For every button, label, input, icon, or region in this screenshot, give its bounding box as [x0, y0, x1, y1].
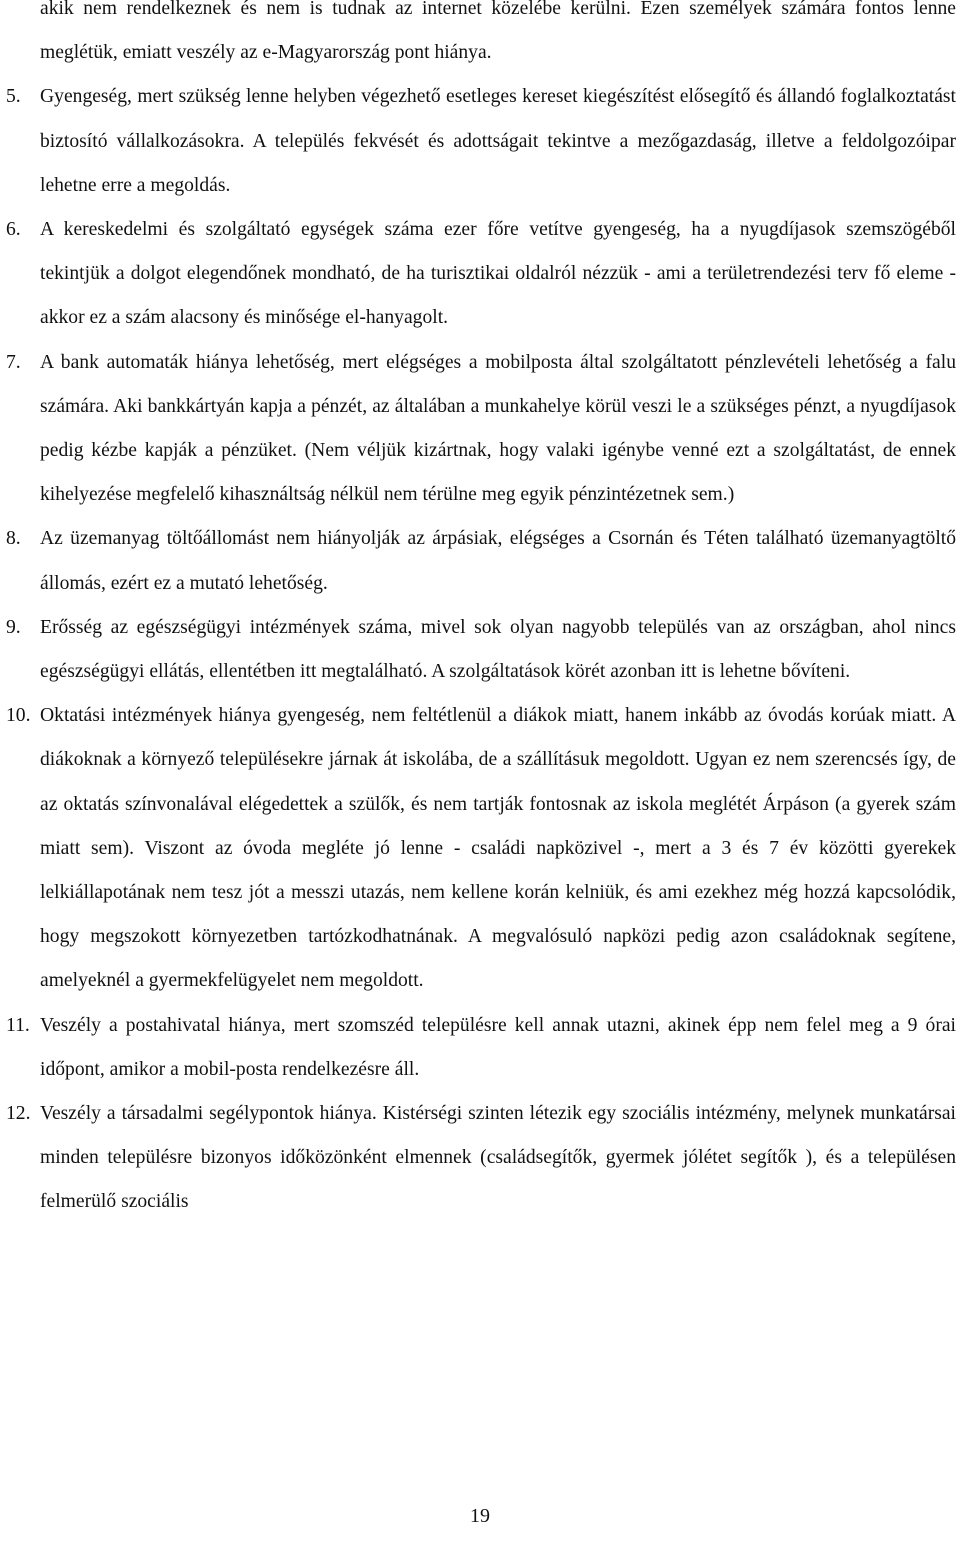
list-item-number: 5.	[6, 86, 21, 108]
list-item-number: 6.	[6, 219, 21, 241]
list-item-number: 10.	[6, 705, 31, 727]
document-body	[6, 0, 956, 1225]
list-item-text: Gyengeség, mert szükség lenne helyben végezhető esetleges kereset kiegészítést elősegítő és állandó foglalkoztatást biztosító vállalkozásokra. A település fekvését és adottságait tekintve a mezőgazdaság, illetve a feldolgozóipar lehetne erre a megoldás.	[40, 86, 956, 196]
list-item-5	[6, 75, 956, 208]
list-item-11	[6, 1004, 956, 1092]
list-item-number: 12.	[6, 1103, 31, 1125]
list-item-8	[6, 517, 956, 605]
intro-paragraph: akik nem rendelkeznek és nem is tudnak az internet közelébe kerülni. Ezen személyek számára fontos lenne meglétük, emiatt veszély az e-Magyarország pont hiánya.	[40, 0, 956, 64]
list-item-number: 9.	[6, 616, 21, 638]
list-item-text: Veszély a társadalmi segélypontok hiánya. Kistérségi szinten létezik egy szociális intézmény, melynek munkatársai minden településre bizonyos időközönként elmennek (családsegítők, gyermek jólétet segítők ), és a településen felmerülő szociális	[40, 1103, 956, 1213]
list-item-text: Az üzemanyag töltőállomást nem hiányolják az árpásiak, elégséges a Csornán és Téten található üzemanyagtöltő állomás, ezért ez a mutató lehetőség.	[40, 528, 956, 594]
list-item-text: Veszély a postahivatal hiánya, mert szomszéd településre kell annak utazni, akinek épp nem felel meg a 9 órai időpont, amikor a mobil-posta rendelkezésre áll.	[40, 1014, 956, 1080]
list-item-text: Oktatási intézmények hiánya gyengeség, nem feltétlenül a diákok miatt, hanem inkább az óvodás korúak miatt. A diákoknak a környező településekre járnak át iskolába, de a szállításuk megoldott. Ugyan ez nem szerencsés így, de az oktatás színvonalával elégedettek a szülők, és nem tartják fontosnak az iskola meglétét Árpáson (a gyerek szám miatt sem). Viszont az óvoda megléte jó lenne - családi napközivel -, mert a 3 és 7 év közötti gyerekek lelkiállapotának nem tesz jót a messzi utazás, nem kellene korán kelniük, és ami ezekhez még hozzá kapcsolódik, hogy megszokott környezetben tartózkodhatnának. A megvalósuló napközi pedig azon családoknak segítene, amelyeknél a gyermekfelügyelet nem megoldott.	[40, 705, 956, 992]
list-item-text: A kereskedelmi és szolgáltató egységek száma ezer főre vetítve gyengeség, ha a nyugdíjasok szemszögéből tekintjük a dolgot elegendőnek mondható, de ha turisztikai oldalról nézzük - ami a területrendezési terv fő eleme - akkor ez a szám alacsony és minősége el-hanyagolt.	[40, 219, 956, 329]
list-item-7	[6, 341, 956, 518]
list-item-12	[6, 1092, 956, 1225]
list-item-9	[6, 606, 956, 694]
list-item-number: 11.	[6, 1014, 30, 1036]
page-number: 19	[470, 1505, 490, 1527]
list-item-number: 8.	[6, 528, 21, 550]
list-item-6	[6, 208, 956, 341]
list-item-10	[6, 694, 956, 1003]
list-item-number: 7.	[6, 351, 21, 373]
list-item-text: A bank automaták hiánya lehetőség, mert elégséges a mobilposta által szolgáltatott pénzlevételi lehetőség a falu számára. Aki bankkártyán kapja a pénzét, az általában a munkahelye körül veszi le a szükséges pénzt, a nyugdíjasok pedig kézbe kapják a pénzüket. (Nem véljük kizártnak, hogy valaki igénybe venné ezt a szolgáltatást, de ennek kihelyezése megfelelő kihasználtság nélkül nem térülne meg egyik pénzintézetnek sem.)	[40, 351, 956, 506]
list-item-text: Erősség az egészségügyi intézmények száma, mivel sok olyan nagyobb település van az országban, ahol nincs egészségügyi ellátás, ellentétben itt megtalálható. A szolgáltatások körét azonban itt is lehetne bővíteni.	[40, 616, 956, 683]
